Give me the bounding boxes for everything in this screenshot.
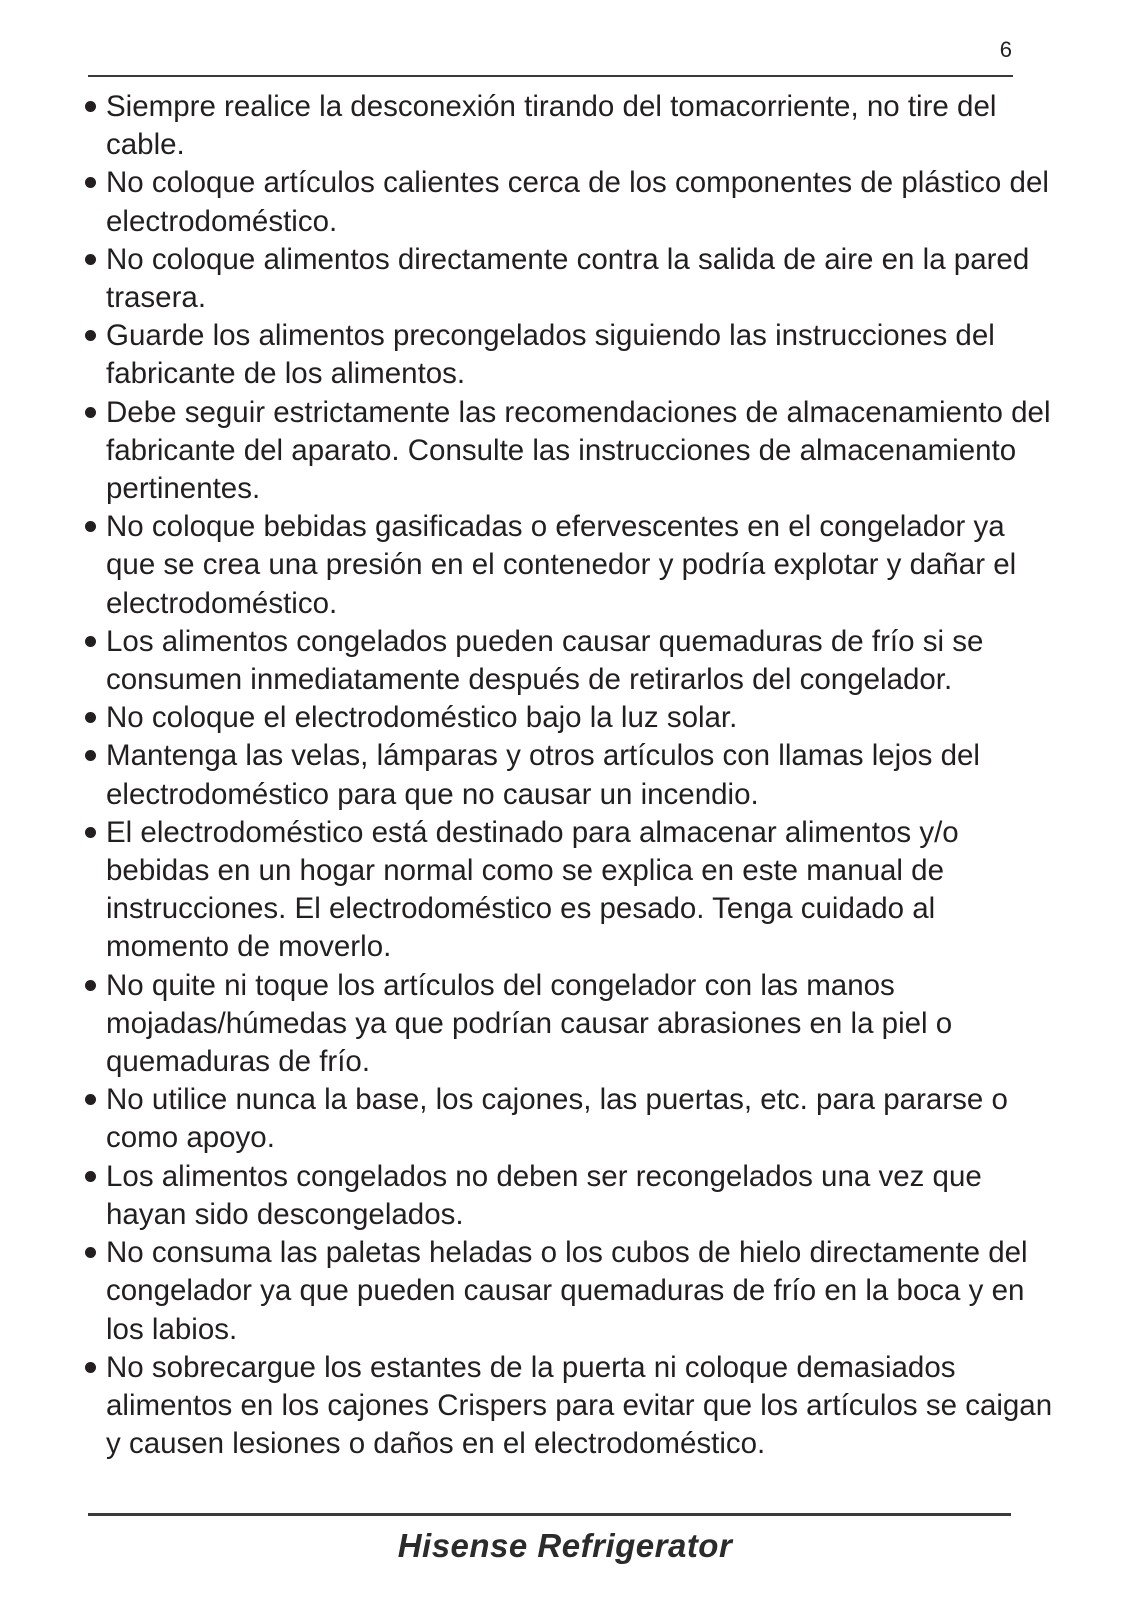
page-number: 6 [999, 37, 1012, 62]
list-item: No quite ni toque los artículos del congelador con las manos mojadas/húmedas ya que podrían causar abrasiones en la piel o quemaduras de frío. [80, 967, 1055, 1082]
list-item: No coloque artículos calientes cerca de los componentes de plástico del electrodoméstico. [80, 164, 1055, 240]
list-item: No consuma las paletas heladas o los cubos de hielo directamente del congelador ya que pueden causar quemaduras de frío en la boca y en los labios. [80, 1234, 1055, 1349]
list-item: Los alimentos congelados pueden causar quemaduras de frío si se consumen inmediatamente después de retirarlos del congelador. [80, 623, 1055, 699]
list-item: Debe seguir estrictamente las recomendaciones de almacenamiento del fabricante del aparato. Consulte las instrucciones de almacenamiento pertinentes. [80, 394, 1055, 509]
list-item: No sobrecargue los estantes de la puerta ni coloque demasiados alimentos en los cajones Crispers para evitar que los artículos se caigan y causen lesiones o daños en el electrodoméstico. [80, 1349, 1055, 1464]
list-item: No coloque alimentos directamente contra la salida de aire en la pared trasera. [80, 241, 1055, 317]
list-item: Guarde los alimentos precongelados siguiendo las instrucciones del fabricante de los alimentos. [80, 317, 1055, 393]
list-item: No coloque bebidas gasificadas o efervescentes en el congelador ya que se crea una presión en el contenedor y podría explotar y dañar el electrodoméstico. [80, 508, 1055, 623]
list-item: No coloque el electrodoméstico bajo la luz solar. [80, 699, 1055, 737]
list-item: Mantenga las velas, lámparas y otros artículos con llamas lejos del electrodoméstico para que no causar un incendio. [80, 737, 1055, 813]
safety-instructions [80, 88, 1055, 1463]
header-divider [88, 75, 1013, 77]
brand-footer: Hisense Refrigerator [397, 1527, 733, 1564]
list-item: No utilice nunca la base, los cajones, las puertas, etc. para pararse o como apoyo. [80, 1081, 1055, 1157]
list-item: El electrodoméstico está destinado para almacenar alimentos y/o bebidas en un hogar normal como se explica en este manual de instrucciones. El electrodoméstico es pesado. Tenga cuidado al momento de moverlo. [80, 814, 1055, 967]
list-item: Siempre realice la desconexión tirando del tomacorriente, no tire del cable. [80, 88, 1055, 164]
footer-divider [88, 1513, 1011, 1516]
list-item: Los alimentos congelados no deben ser recongelados una vez que hayan sido descongelados. [80, 1158, 1055, 1234]
bullet-list [80, 88, 1055, 1463]
